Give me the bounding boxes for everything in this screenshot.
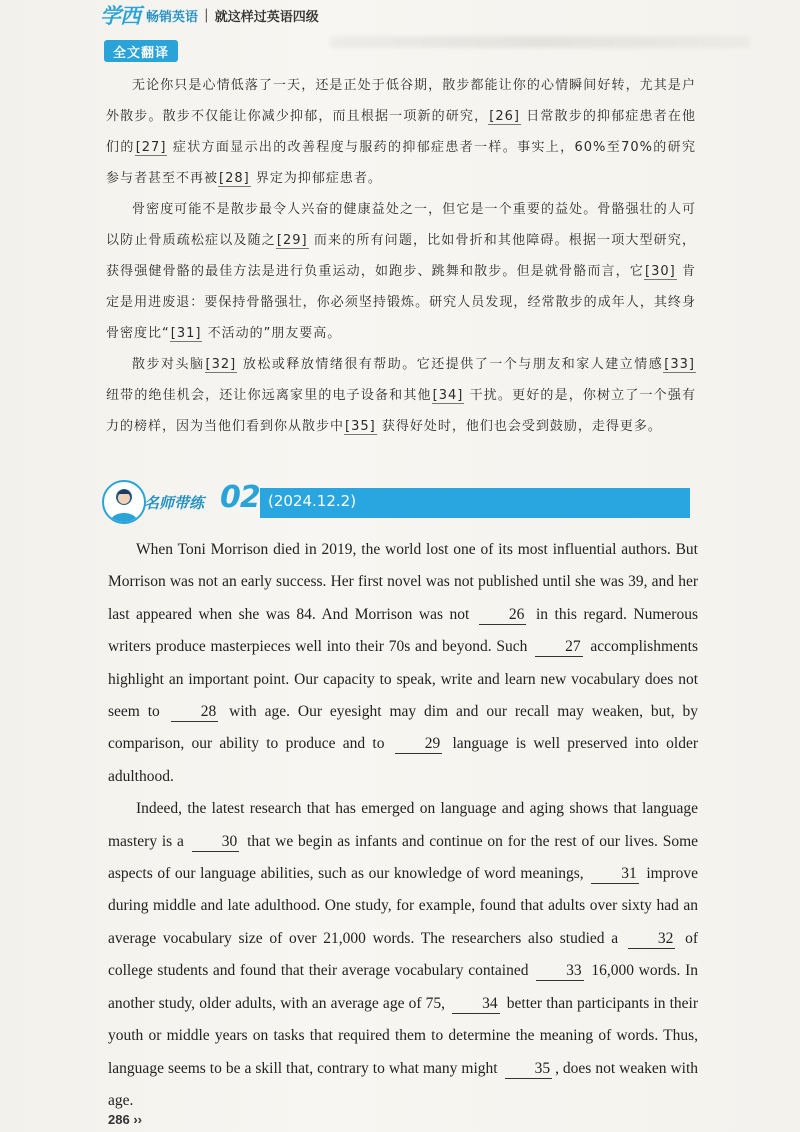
text-segment: 纽带的绝佳机会，还让你远离家里的电子设备和其他 <box>106 388 432 403</box>
translation-paragraph <box>106 70 696 194</box>
blank-31: 31 <box>591 865 639 884</box>
text-segment: 肯定是用进废退：要保持骨骼强壮，你必须坚持锻炼。研究人员发现，经常散步的成年人，其终身骨密度比“ <box>106 264 696 341</box>
show-through-text <box>330 36 750 48</box>
book-title: 就这样过英语四级 <box>214 9 319 25</box>
question-reference: [28] <box>219 171 250 186</box>
translation-tag: 全文翻译 <box>104 40 178 62</box>
series-name: 畅销英语 <box>146 9 199 25</box>
text-segment: 获得好处时，他们也会受到鼓励，走得更多。 <box>376 419 662 434</box>
question-reference: [35] <box>345 419 376 434</box>
text-segment: 干扰。更好的是，你树立了一个强有力的榜样，因为当他们看到你从散步中 <box>106 388 696 434</box>
text-segment: improve during middle and late adulthood. One study, for example, found that adults over sixty had an average vocabulary size of over 21,000 words. The researchers also studied a <box>108 865 699 947</box>
question-reference: [32] <box>205 357 237 372</box>
blank-26: 26 <box>479 606 527 625</box>
text-segment: 而来的所有问题，比如骨折和其他障碍。根据一项大型研究，获得强健骨骼的最佳方法是进行负重运动，如跑步、跳舞和散步。但是就骨骼而言，它 <box>106 233 696 279</box>
translation-body <box>106 70 696 442</box>
passage-paragraph <box>108 793 698 1117</box>
text-segment: accomplishments highlight an important point. Our capacity to speak, write and learn new vocabulary does not seem to <box>108 638 698 721</box>
blank-34: 34 <box>452 995 500 1014</box>
section-number: 02 <box>220 480 260 515</box>
blank-28: 28 <box>171 703 219 722</box>
section-date: (2024.12.2) <box>268 492 357 510</box>
question-reference: [34] <box>432 388 464 403</box>
text-segment: language is well preserved into older adulthood. <box>108 735 698 785</box>
text-segment: 无论你只是心情低落了一天，还是正处于低谷期，散步都能让你的心情瞬间好转，尤其是户外散步。散步不仅能让你减少抑郁，而且根据一项新的研究， <box>106 78 696 124</box>
passage-paragraph <box>108 534 698 793</box>
text-segment: 散步对头脑 <box>132 357 205 372</box>
text-segment: 不活动的”朋友要高。 <box>202 326 342 341</box>
brand-logo: 学西 <box>100 4 140 28</box>
text-segment: better than participants in their youth or middle years on tasks that required them to determine the meaning of words. Thus, language seems to be a skill that, contrary to what many might <box>108 994 699 1077</box>
cloze-passage <box>108 534 698 1117</box>
section-label: 名师带练 <box>144 494 205 512</box>
blank-29: 29 <box>395 735 443 754</box>
blank-35: 35 <box>505 1060 553 1079</box>
text-segment: 界定为抑郁症患者。 <box>250 171 382 186</box>
question-reference: [30] <box>645 264 676 279</box>
text-segment: When Toni Morrison died in 2019, the world lost one of its most influential authors. But Morrison was not an early success. Her first novel was not published until she was 39, and her last appeared when she was 84. And Morrison was not <box>108 541 698 623</box>
question-reference: [31] <box>170 326 202 341</box>
page-arrow-icon: ›› <box>133 1112 142 1127</box>
header-separator: | <box>204 7 209 23</box>
page-header <box>100 2 319 28</box>
blank-30: 30 <box>192 833 240 852</box>
question-reference: [27] <box>135 140 167 155</box>
text-segment: of college students and found that their average vocabulary contained <box>108 929 699 980</box>
page-number <box>108 1112 142 1127</box>
text-segment: 骨密度可能不是散步最令人兴奋的健康益处之一，但它是一个重要的益处。骨骼强壮的人可以防止骨质疏松症以及随之 <box>106 202 696 248</box>
blank-32: 32 <box>628 930 676 949</box>
translation-paragraph <box>106 194 696 349</box>
text-segment: Indeed, the latest research that has emerged on language and aging shows that language mastery is a <box>108 800 698 850</box>
question-reference: [29] <box>276 233 308 248</box>
blank-27: 27 <box>535 638 583 657</box>
text-segment: 16,000 words. In another study, older adults, with an average age of 75, <box>108 962 698 1012</box>
teacher-avatar-icon <box>102 480 146 524</box>
translation-paragraph <box>106 349 696 442</box>
blank-33: 33 <box>536 962 584 981</box>
text-segment: that we begin as infants and continue on for the rest of our lives. Some aspects of our language abilities, such as our knowledge of word meanings, <box>108 832 699 883</box>
question-reference: [26] <box>489 109 520 124</box>
section-banner <box>100 478 700 522</box>
text-segment: with age. Our eyesight may dim and our recall may weaken, but, by comparison, our ability to produce and to <box>108 703 699 753</box>
text-segment: 放松或释放情绪很有帮助。它还提供了一个与朋友和家人建立情感 <box>237 357 664 372</box>
text-segment: in this regard. Numerous writers produce masterpieces well into their 70s and beyond. Such <box>108 605 699 656</box>
text-segment: 症状方面显示出的改善程度与服药的抑郁症患者一样。事实上，60%至70%的研究参与者甚至不再被 <box>106 140 696 186</box>
text-segment: , does not weaken with age. <box>108 1059 699 1109</box>
question-reference: [33] <box>664 357 695 372</box>
text-segment: 日常散步的抑郁症患者在他们的 <box>106 109 696 155</box>
page-number-value: 286 <box>108 1112 130 1127</box>
